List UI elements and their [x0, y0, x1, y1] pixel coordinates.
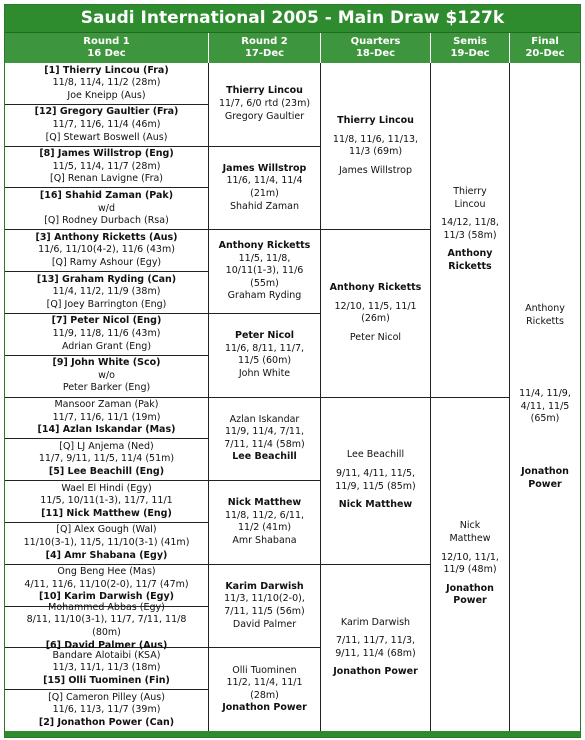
- match-line: Lee Beachill: [346, 449, 405, 461]
- match-line: Jonathon Power: [333, 666, 418, 678]
- champion-line: Power: [528, 478, 562, 490]
- match-line: 11/7, 11/6, 11/1 (19m): [52, 411, 161, 423]
- match-line: [6] David Palmer (Aus): [45, 639, 168, 651]
- header-quarters-date: 18-Dec: [355, 48, 396, 59]
- round2-match: [208, 230, 320, 314]
- match-line: James Willstrop: [222, 162, 307, 174]
- match-line: 11/7, 9/11, 11/5, 11/4 (51m): [38, 453, 175, 465]
- page-title: Saudi International 2005 - Main Draw $127k: [5, 5, 580, 33]
- match-line: 11/5, 11/4, 11/7 (28m): [52, 160, 161, 172]
- match-line: [Q] Renan Lavigne (Fra): [49, 173, 164, 185]
- match-line: [Q] Rodney Durbach (Rsa): [44, 215, 169, 227]
- final-line: (65m): [530, 413, 560, 425]
- round2-match: [208, 648, 320, 732]
- match-line: [3] Anthony Ricketts (Aus): [35, 231, 178, 243]
- match-line: w/o: [98, 369, 115, 381]
- header-round1-name: Round 1: [83, 36, 130, 47]
- match-line: 11/5 (60m): [237, 355, 292, 367]
- match-line: 11/3, 11/10(2-0),: [224, 593, 305, 605]
- round1-match: [5, 439, 208, 481]
- header-round2: [208, 33, 320, 63]
- final-line: 4/11, 11/5: [520, 400, 570, 412]
- header-round1: [5, 33, 208, 63]
- round1-match: [5, 648, 208, 690]
- match-line: [11] Nick Matthew (Eng): [41, 507, 172, 519]
- match-line: Jonathon Power: [222, 702, 307, 714]
- match-line: (80m): [92, 626, 121, 638]
- match-line: 11/8, 11/6, 11/13,: [332, 133, 419, 145]
- match-line: (21m): [250, 187, 279, 199]
- round1-match: [5, 147, 208, 189]
- round1-match: [5, 314, 208, 356]
- match-line: Thierry Lincou: [337, 114, 414, 126]
- match-line: Thierry Lincou: [226, 85, 303, 97]
- header-final: [509, 33, 580, 63]
- round1-match: [5, 356, 208, 398]
- header-round2-name: Round 2: [241, 36, 288, 47]
- match-line: Nick Matthew: [338, 499, 413, 511]
- match-line: 9/11, 11/4 (68m): [335, 647, 416, 659]
- footer-bar: [5, 731, 580, 737]
- match-line: w/d: [97, 202, 115, 214]
- match-line: 11/2, 11/4, 11/1: [226, 677, 303, 689]
- header-quarters: [320, 33, 430, 63]
- quarterfinal-match: [320, 398, 430, 565]
- round1-match: [5, 188, 208, 230]
- match-line: Lee Beachill: [232, 451, 297, 463]
- round1-match: [5, 481, 208, 523]
- match-line: Jonathon: [446, 582, 494, 594]
- match-line: 11/9, 11/5 (85m): [335, 480, 416, 492]
- round2-match: [208, 63, 320, 147]
- header-semis-name: Semis: [453, 36, 487, 47]
- match-line: [Q] Joey Barrington (Eng): [46, 298, 167, 310]
- match-line: 12/10, 11/5, 11/1: [334, 300, 417, 312]
- match-line: 9/11, 4/11, 11/5,: [335, 468, 416, 480]
- match-line: 10/11(1-3), 11/6: [225, 265, 304, 277]
- final-match: [509, 63, 580, 732]
- match-line: Shahid Zaman: [229, 200, 299, 212]
- match-line: Olli Tuominen: [232, 664, 297, 676]
- match-line: [Q] Cameron Pilley (Aus): [48, 691, 165, 703]
- match-line: Graham Ryding: [227, 290, 302, 302]
- match-line: Ong Beng Hee (Mas): [57, 566, 156, 578]
- match-line: [10] Karim Darwish (Egy): [38, 591, 175, 603]
- match-line: Karim Darwish: [225, 580, 304, 592]
- match-line: 11/3 (69m): [348, 146, 403, 158]
- match-line: Lincou: [454, 198, 486, 210]
- match-line: 4/11, 11/6, 11/10(2-0), 11/7 (47m): [24, 578, 189, 590]
- quarterfinal-match: [320, 565, 430, 732]
- match-line: Nick Matthew: [227, 497, 302, 509]
- match-line: Amr Shabana: [232, 535, 297, 547]
- match-line: [15] Olli Tuominen (Fin): [43, 675, 170, 687]
- draw-frame: [4, 4, 581, 738]
- match-line: 7/11, 11/5 (56m): [224, 606, 305, 618]
- header-round1-date: 16 Dec: [87, 48, 126, 59]
- match-line: 8/11, 11/10(3-1), 11/7, 7/11, 11/8: [26, 614, 187, 626]
- match-line: 11/4, 11/2, 11/9 (38m): [52, 286, 161, 298]
- round1-match: [5, 523, 208, 565]
- match-line: James Willstrop: [338, 164, 412, 176]
- header-final-date: 20-Dec: [525, 48, 565, 59]
- match-line: Azlan Iskandar: [229, 413, 300, 425]
- match-line: (55m): [250, 277, 279, 289]
- round2-match: [208, 565, 320, 649]
- header-quarters-name: Quarters: [350, 36, 401, 47]
- match-line: Anthony Ricketts: [218, 240, 311, 252]
- match-line: Joe Kneipp (Aus): [67, 89, 146, 101]
- round1-match: [5, 230, 208, 272]
- match-line: 11/8, 11/4, 11/2 (28m): [52, 77, 161, 89]
- final-line: Anthony: [525, 303, 565, 314]
- round1-match: [5, 601, 208, 651]
- match-line: [4] Amr Shabana (Egy): [45, 549, 168, 561]
- match-line: [13] Graham Ryding (Can): [36, 273, 177, 285]
- header-semis-date: 19-Dec: [450, 48, 490, 59]
- match-line: 7/11, 11/4 (58m): [224, 438, 305, 450]
- champion-line: Jonathon: [521, 465, 569, 477]
- match-line: Karim Darwish: [340, 616, 411, 628]
- match-line: Mohammed Abbas (Egy): [48, 601, 165, 613]
- match-line: Bandare Alotaibi (KSA): [52, 649, 161, 661]
- match-line: (26m): [361, 313, 390, 325]
- match-line: 11/8, 11/2, 6/11,: [224, 509, 305, 521]
- match-line: 11/2 (41m): [237, 522, 292, 534]
- match-line: Power: [453, 595, 487, 607]
- round1-match: [5, 63, 208, 105]
- header-round2-date: 17-Dec: [244, 48, 285, 59]
- round2-match: [208, 314, 320, 398]
- match-line: 11/7, 6/0 rtd (23m): [218, 98, 311, 110]
- match-line: [16] Shahid Zaman (Pak): [39, 189, 174, 201]
- round1-match: [5, 690, 208, 732]
- match-line: Wael El Hindi (Egy): [61, 482, 152, 494]
- match-line: Ricketts: [448, 260, 492, 272]
- match-line: (28m): [250, 689, 279, 701]
- match-line: Peter Nicol: [349, 331, 402, 343]
- match-line: Anthony: [447, 248, 493, 260]
- match-line: [5] Lee Beachill (Eng): [48, 466, 165, 478]
- match-line: 11/6, 11/3, 11/7 (39m): [52, 704, 161, 716]
- match-line: Mansoor Zaman (Pak): [54, 399, 159, 411]
- match-line: [9] John White (Sco): [52, 357, 161, 369]
- round2-match: [208, 398, 320, 482]
- quarterfinal-match: [320, 63, 430, 230]
- match-line: 14/12, 11/8,: [441, 217, 499, 229]
- match-line: 11/6, 11/4, 11/4: [226, 175, 303, 187]
- match-line: [Q] Stewart Boswell (Aus): [45, 131, 168, 143]
- match-line: 11/9, 11/4, 7/11,: [224, 426, 305, 438]
- round1-match: [5, 272, 208, 314]
- match-line: 12/10, 11/1,: [441, 551, 499, 563]
- round1-match: [5, 105, 208, 147]
- match-line: 11/7, 11/6, 11/4 (46m): [52, 118, 161, 130]
- match-line: John White: [238, 367, 291, 379]
- match-line: [7] Peter Nicol (Eng): [51, 315, 162, 327]
- match-line: [1] Thierry Lincou (Fra): [44, 64, 169, 76]
- header-semis: [430, 33, 509, 63]
- match-line: Nick: [459, 520, 481, 532]
- match-line: [2] Jonathon Power (Can): [38, 716, 175, 728]
- round1-match: [5, 398, 208, 440]
- header-final-name: Final: [531, 36, 559, 47]
- match-line: Matthew: [449, 533, 491, 545]
- match-line: [12] Gregory Gaultier (Fra): [34, 106, 179, 118]
- match-line: Peter Barker (Eng): [62, 382, 151, 394]
- semifinal-match: [430, 63, 509, 398]
- match-line: 11/3, 11/1, 11/3 (18m): [52, 662, 161, 674]
- match-line: [Q] LJ Anjema (Ned): [59, 440, 154, 452]
- match-line: Gregory Gaultier: [224, 110, 305, 122]
- match-line: Peter Nicol: [234, 330, 294, 341]
- match-line: [14] Azlan Iskandar (Mas): [37, 424, 176, 436]
- round1-match: [5, 565, 208, 607]
- match-line: [Q] Ramy Ashour (Egy): [51, 256, 162, 268]
- final-line: Ricketts: [526, 315, 564, 327]
- match-line: David Palmer: [232, 618, 297, 630]
- match-line: 11/5, 11/8,: [238, 252, 291, 264]
- match-line: 7/11, 11/7, 11/3,: [335, 635, 416, 647]
- quarterfinal-match: [320, 230, 430, 397]
- match-line: 11/9, 11/8, 11/6 (43m): [52, 327, 161, 339]
- final-line: 11/4, 11/9,: [519, 388, 571, 400]
- match-line: 11/6, 8/11, 11/7,: [224, 342, 305, 354]
- match-line: Adrian Grant (Eng): [61, 340, 152, 352]
- semifinal-match: [430, 398, 509, 733]
- match-line: 11/9 (48m): [443, 564, 497, 576]
- match-line: [Q] Alex Gough (Wal): [56, 524, 157, 536]
- round2-match: [208, 147, 320, 231]
- match-line: 11/6, 11/10(4-2), 11/6 (43m): [38, 244, 175, 256]
- match-line: Thierry: [453, 185, 487, 197]
- match-line: Anthony Ricketts: [329, 282, 422, 294]
- match-line: 11/3 (58m): [443, 229, 497, 241]
- round2-match: [208, 481, 320, 565]
- match-line: 11/5, 10/11(1-3), 11/7, 11/1: [40, 495, 173, 507]
- match-line: 11/10(3-1), 11/5, 11/10(3-1) (41m): [23, 537, 190, 549]
- match-line: [8] James Willstrop (Eng): [39, 148, 174, 160]
